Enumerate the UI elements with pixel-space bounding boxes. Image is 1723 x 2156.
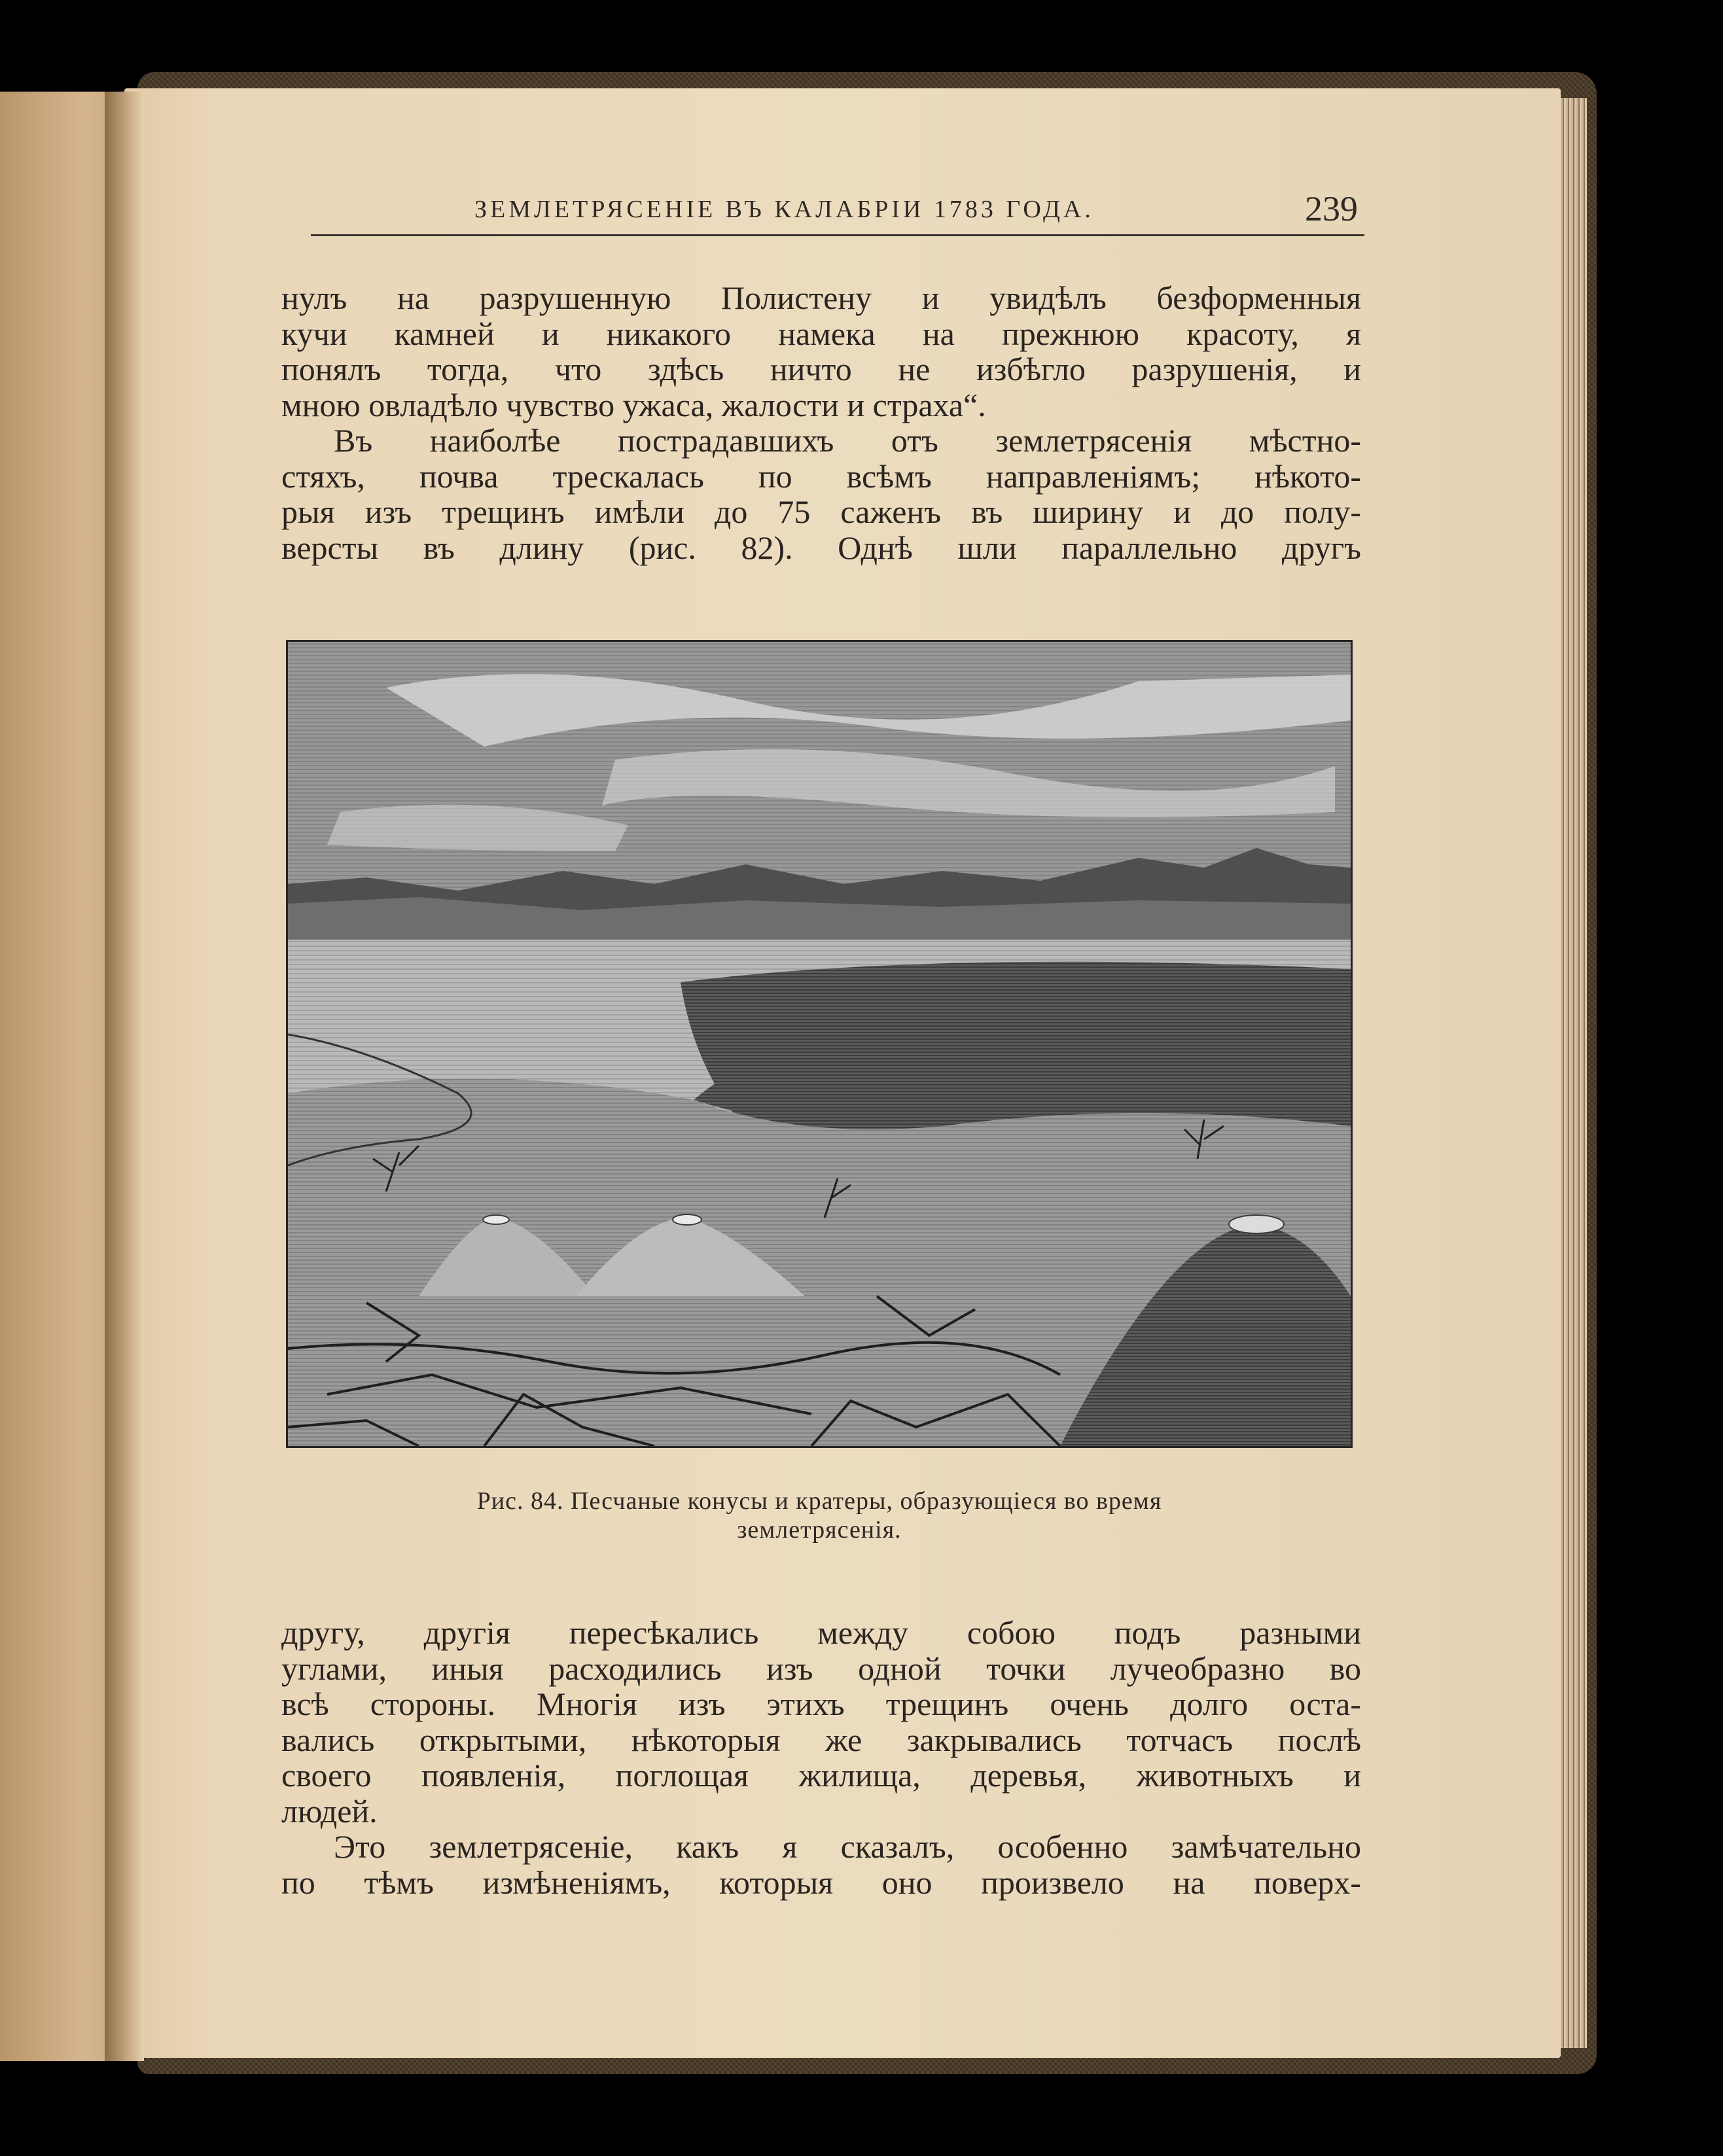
text-line: нулъ на разрушенную Полистену и увидѣлъ безформенныя: [281, 279, 1361, 316]
text-line: по тѣмъ измѣненіямъ, которыя оно произвело на поверх-: [281, 1864, 1361, 1901]
text-line: своего появленія, поглощая жилища, деревья, животныхъ и: [281, 1757, 1361, 1794]
facing-page-edge: [0, 92, 122, 2061]
figure-caption: [286, 1487, 1353, 1544]
running-head: [311, 189, 1364, 238]
caption-line: землетрясенія.: [737, 1516, 902, 1544]
text-line: углами, иныя расходились изъ одной точки лучеобразно во: [281, 1650, 1361, 1687]
page-number: 239: [1305, 189, 1358, 228]
running-head-title: ЗЕМЛЕТРЯСЕНІЕ ВЪ КАЛАБРІИ 1783 ГОДА.: [474, 196, 1094, 223]
head-rule: [311, 234, 1364, 236]
text-line: Это землетрясеніе, какъ я сказалъ, особенно замѣчательно: [334, 1828, 1361, 1865]
text-line: всѣ стороны. Многія изъ этихъ трещинъ очень долго оста-: [281, 1686, 1361, 1722]
page-edges: [1561, 98, 1587, 2048]
text-line: людей.: [281, 1792, 378, 1829]
text-line: Въ наиболѣе пострадавшихъ отъ землетрясенія мѣстно-: [334, 422, 1361, 459]
text-line: стяхъ, почва трескалась по всѣмъ направленіямъ; нѣкото-: [281, 457, 1361, 495]
text-line: рыя изъ трещинъ имѣли до 75 саженъ въ ширину и до полу-: [281, 493, 1361, 530]
caption-line: Рис. 84. Песчаные конусы и кратеры, образующіеся во время: [476, 1487, 1162, 1515]
text-line: мною овладѣло чувство ужаса, жалости и страха“.: [281, 386, 986, 423]
text-block-top: [281, 280, 1361, 565]
landscape-illustration: [288, 642, 1351, 1446]
text-line: вались открытыми, нѣкоторыя же закрывались тотчасъ послѣ: [281, 1721, 1361, 1758]
page-gutter: [105, 92, 144, 2061]
text-line: понялъ тогда, что здѣсь ничто не избѣгло разрушенія, и: [281, 351, 1361, 387]
text-block-bottom: [281, 1615, 1361, 1900]
text-line: версты въ длину (рис. 82). Однѣ шли параллельно другъ: [281, 529, 1361, 566]
text-line: кучи камней и никакого намека на прежнюю красоту, я: [281, 315, 1361, 352]
text-line: другу, другія пересѣкались между собою подъ разными: [281, 1614, 1361, 1651]
engraving-figure: [286, 640, 1353, 1448]
